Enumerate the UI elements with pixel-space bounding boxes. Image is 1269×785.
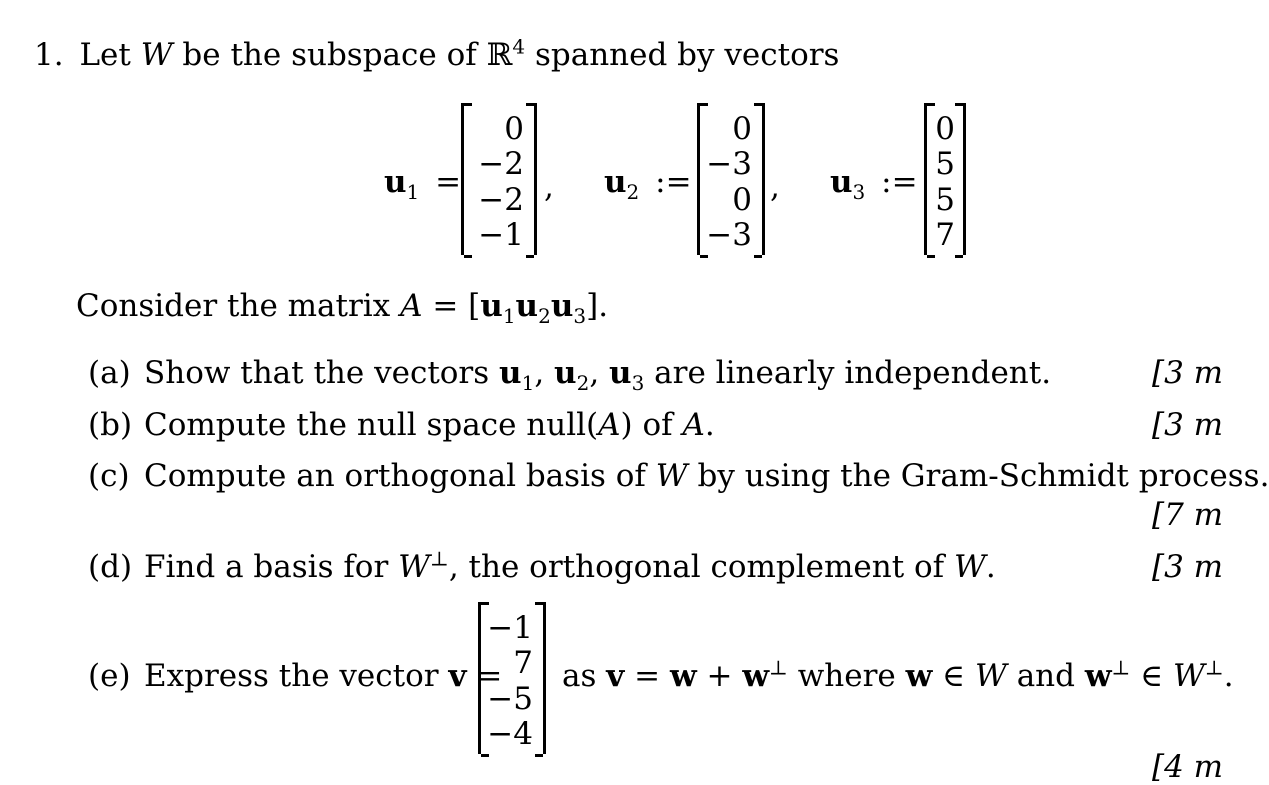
part-a-text: Show that the vectors $u_1$, $u_2$, $u_3$ are linearly independent. (144, 355, 1052, 396)
part-d-text: Find a basis for W⊥, the orthogonal complement of W. (144, 546, 996, 585)
part-b-marks: [3 m (1152, 407, 1224, 443)
part-e-text-post: as v = w + w⊥ where w ∈ W and w⊥ ∈ W⊥. (562, 655, 1234, 694)
problem-number: 1. (34, 37, 64, 73)
vector-v-entry: −1 (487, 610, 533, 646)
vector-u2-matrix (697, 103, 765, 255)
consider-line: Consider the matrix $A = [u_1u_2u_3]$. (76, 288, 609, 329)
vector-v-entry: −4 (487, 716, 533, 752)
vector-v-entry: −5 (487, 681, 533, 717)
vector-u2-entry: −3 (706, 146, 752, 182)
vector-v-matrix (478, 602, 546, 754)
part-c-text: Compute an orthogonal basis of W by using the Gram-Schmidt process. (144, 458, 1269, 494)
problem-intro (34, 34, 840, 73)
vector-u3-entry: 5 (935, 182, 955, 218)
part-d-label: (d) (88, 549, 133, 585)
vector-u3-entry: 5 (935, 146, 955, 182)
part-b-label: (b) (88, 407, 133, 443)
vector-u2-comma: , (770, 169, 780, 205)
vector-u2-entry: −3 (706, 217, 752, 253)
vector-u3-entry: 0 (935, 111, 955, 147)
vector-u1-entry: 0 (504, 111, 524, 147)
vector-u1-label: $u_1$ = (384, 164, 462, 205)
vector-u1-entry: −1 (478, 217, 524, 253)
part-c-marks: [7 m (1152, 497, 1224, 533)
vector-u1-entry: −2 (478, 146, 524, 182)
vector-u2-label: $u_2$ := (604, 164, 692, 205)
vector-u3-matrix (924, 103, 966, 255)
vector-u2-entry: 0 (732, 182, 752, 218)
part-b-text: Compute the null space null(A) of A. (144, 407, 715, 443)
part-e-text-pre: Express the vector v = (144, 658, 503, 694)
part-a-marks: [3 m (1152, 355, 1224, 391)
intro-R: ℝ (486, 37, 513, 73)
vector-u3-label: $u_3$ := (830, 164, 918, 205)
part-a-label: (a) (88, 355, 131, 391)
vector-u1-entry: −2 (478, 182, 524, 218)
intro-R-exponent: 4 (512, 34, 526, 59)
vector-u1-matrix (461, 103, 537, 255)
part-d-marks: [3 m (1152, 549, 1224, 585)
intro-pre: Let (79, 37, 131, 73)
intro-mid: be the subspace of (182, 37, 477, 73)
part-e-label: (e) (88, 658, 131, 694)
vector-v-entry: 7 (513, 645, 533, 681)
vector-u1-comma: , (544, 169, 554, 205)
part-e-marks: [4 m (1152, 749, 1224, 785)
intro-post: spanned by vectors (534, 37, 840, 73)
vector-u3-entry: 7 (935, 217, 955, 253)
part-c-label: (c) (88, 458, 130, 494)
intro-W: W (140, 37, 173, 73)
vector-u2-entry: 0 (732, 111, 752, 147)
